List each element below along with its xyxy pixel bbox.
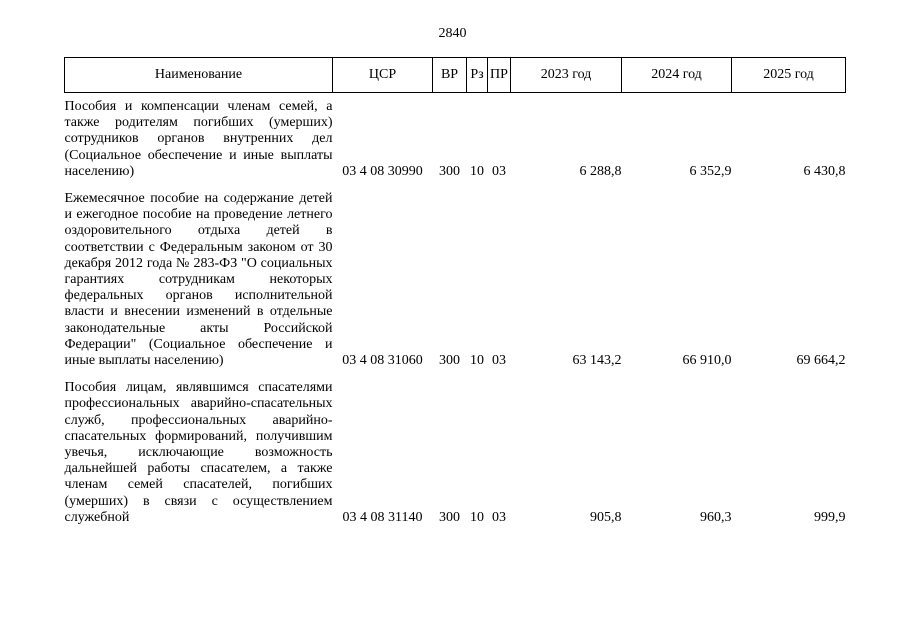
row-rz: 10 <box>470 163 484 179</box>
header-rz: Рз <box>467 58 488 93</box>
row-2025: 69 664,2 <box>796 353 846 369</box>
row-2024: 66 910,0 <box>682 353 732 369</box>
row-name: Ежемесячное пособие на содержание детей и ежегодное пособие на проведение летнего оздоровительного отдыха детей в соответствии с Федеральным законом от 30 декабря 2012 года № 283-ФЗ "О социальных гарантиях сотрудникам некоторых федеральных органов исполнительной власти и внесении изменений в отдельные законодательные акты Российской Федерации" (Социальное обеспечение и иные выплаты населению) <box>64 191 333 369</box>
row-2025: 6 430,8 <box>803 163 846 179</box>
row-2024: 960,3 <box>700 509 732 525</box>
row-vr: 300 <box>439 163 460 179</box>
row-csr: 03 4 08 31060 <box>342 353 423 369</box>
row-vr: 300 <box>439 509 460 525</box>
header-csr: ЦСР <box>333 58 433 93</box>
row-2025: 999,9 <box>814 509 846 525</box>
row-2023: 6 288,8 <box>579 163 622 179</box>
row-pr: 03 <box>492 353 506 369</box>
budget-table <box>64 57 846 526</box>
row-name: Пособия и компенсации членам семей, а также родителям погибших (умерших) сотрудников органов внутренних дел (Социальное обеспечение и иные выплаты населению) <box>64 99 333 179</box>
row-csr: 03 4 08 31140 <box>342 509 423 525</box>
header-2024: 2024 год <box>622 58 732 93</box>
table-row <box>65 93 846 186</box>
row-vr: 300 <box>439 353 460 369</box>
row-pr: 03 <box>492 163 506 179</box>
header-pr: ПР <box>488 58 511 93</box>
row-2023: 63 143,2 <box>572 353 622 369</box>
header-2025: 2025 год <box>732 58 846 93</box>
table-header-row <box>65 58 846 93</box>
row-name: Пособия лицам, являвшимся спасателями профессиональных аварийно-спасательных служб, профессиональных аварийно-спасательных формирований, получившим увечья, исключающие возможность дальнейшей работы спасателем, а также членам семей спасателей, погибших (умерших) в связи с осуществлением служебной <box>64 380 333 525</box>
row-2023: 905,8 <box>590 509 622 525</box>
table-row <box>65 185 846 374</box>
table-row <box>65 374 846 526</box>
row-csr: 03 4 08 30990 <box>342 163 423 179</box>
row-2024: 6 352,9 <box>689 163 732 179</box>
header-2023: 2023 год <box>511 58 622 93</box>
row-rz: 10 <box>470 509 484 525</box>
page-number: 2840 <box>438 26 467 41</box>
row-pr: 03 <box>492 509 506 525</box>
header-name: Наименование <box>65 58 333 93</box>
header-vr: ВР <box>433 58 467 93</box>
row-rz: 10 <box>470 353 484 369</box>
